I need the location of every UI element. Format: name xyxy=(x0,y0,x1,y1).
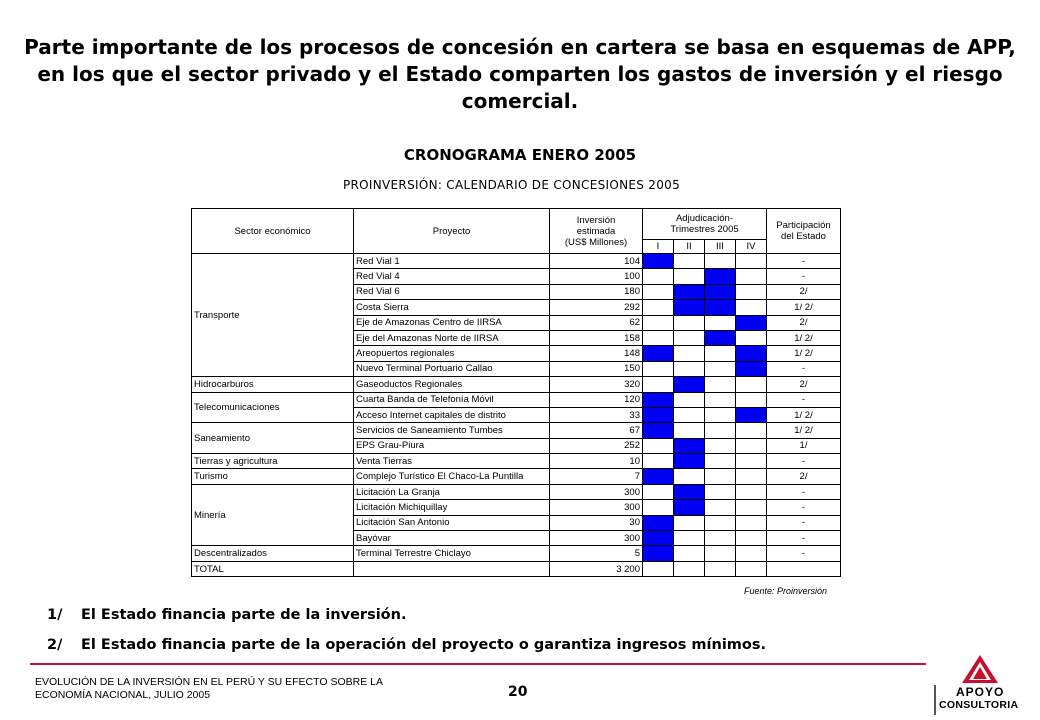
project-cell: Costa Sierra xyxy=(354,300,550,315)
investment-cell: 180 xyxy=(550,284,643,299)
sector-cell: Descentralizados xyxy=(192,546,354,561)
quarter-cell xyxy=(674,330,705,345)
quarter-cell xyxy=(736,284,767,299)
table-row xyxy=(192,469,841,484)
project-cell: Acceso Internet capitales de distrito xyxy=(354,407,550,422)
project-cell: Licitación San Antonio xyxy=(354,515,550,530)
investment-cell: 100 xyxy=(550,269,643,284)
quarter-cell xyxy=(705,284,736,299)
quarter-cell xyxy=(736,330,767,345)
footnotes xyxy=(47,600,766,660)
quarter-cell xyxy=(674,500,705,515)
sector-cell: Turismo xyxy=(192,469,354,484)
quarter-cell xyxy=(674,454,705,469)
quarter-cell xyxy=(674,392,705,407)
project-cell: Eje del Amazonas Norte de IIRSA xyxy=(354,330,550,345)
sector-cell: Telecomunicaciones xyxy=(192,392,354,423)
footer-report-line: EVOLUCIÓN DE LA INVERSIÓN EN EL PERÚ Y SU EFECTO SOBRE LA xyxy=(35,676,383,688)
quarter-cell xyxy=(674,561,705,576)
header-sector: Sector económico xyxy=(192,209,354,254)
quarter-cell xyxy=(705,407,736,422)
investment-cell: 300 xyxy=(550,531,643,546)
quarter-cell xyxy=(736,269,767,284)
sector-cell: Transporte xyxy=(192,254,354,377)
quarter-cell xyxy=(643,423,674,438)
header-quarter: III xyxy=(705,240,736,254)
header-participacion-line: del Estado xyxy=(781,231,826,242)
participation-cell: - xyxy=(767,546,841,561)
quarter-cell xyxy=(736,454,767,469)
participation-cell: 1/ 2/ xyxy=(767,330,841,345)
quarter-cell xyxy=(674,407,705,422)
project-cell: Bayóvar xyxy=(354,531,550,546)
investment-cell: 104 xyxy=(550,254,643,269)
sector-cell: Saneamiento xyxy=(192,423,354,454)
quarter-cell xyxy=(643,269,674,284)
table-row xyxy=(192,392,841,407)
page-title: Parte importante de los procesos de concesión en cartera se basa en esquemas de APP, en los que el sector privado y el Estado comparten los gastos de inversión y el riesgo comercial. xyxy=(24,35,1016,113)
investment-cell: 7 xyxy=(550,469,643,484)
investment-cell: 67 xyxy=(550,423,643,438)
participation-cell xyxy=(767,561,841,576)
project-cell: Red Vial 1 xyxy=(354,254,550,269)
concessions-table xyxy=(191,208,841,577)
project-cell: Areopuertos regionales xyxy=(354,346,550,361)
quarter-cell xyxy=(705,254,736,269)
participation-cell: - xyxy=(767,484,841,499)
quarter-cell xyxy=(705,423,736,438)
quarter-cell xyxy=(674,361,705,376)
project-cell: Eje de Amazonas Centro de IIRSA xyxy=(354,315,550,330)
quarter-cell xyxy=(643,361,674,376)
participation-cell: 2/ xyxy=(767,284,841,299)
quarter-cell xyxy=(705,469,736,484)
header-inversion-line: (US$ Millones) xyxy=(564,236,628,248)
quarter-cell xyxy=(643,484,674,499)
quarter-cell xyxy=(705,346,736,361)
footnote-text: El Estado financia parte de la operación del proyecto o garantiza ingresos mínimos. xyxy=(81,637,767,653)
header-quarter: I xyxy=(643,240,674,254)
header-proyecto: Proyecto xyxy=(354,209,550,254)
table-row xyxy=(192,484,841,499)
header-inversion-line: Inversión xyxy=(576,214,616,226)
quarter-cell xyxy=(705,438,736,453)
page-number: 20 xyxy=(508,684,528,700)
sector-cell: Hidrocarburos xyxy=(192,377,354,392)
header-inversion xyxy=(550,209,643,254)
table-row xyxy=(192,377,841,392)
quarter-cell xyxy=(643,469,674,484)
participation-cell: 2/ xyxy=(767,469,841,484)
quarter-cell xyxy=(705,515,736,530)
project-cell: Servicios de Saneamiento Tumbes xyxy=(354,423,550,438)
quarter-cell xyxy=(674,438,705,453)
investment-cell: 120 xyxy=(550,392,643,407)
quarter-cell xyxy=(736,407,767,422)
investment-cell: 62 xyxy=(550,315,643,330)
quarter-cell xyxy=(705,392,736,407)
header-inversion-line: estimada xyxy=(576,225,616,237)
footer-report-title xyxy=(35,676,383,702)
header-participacion-line: Participación xyxy=(776,220,831,231)
header-quarter: IV xyxy=(736,240,767,254)
quarter-cell xyxy=(643,315,674,330)
schedule-subtitle: CRONOGRAMA ENERO 2005 xyxy=(403,146,637,164)
investment-cell: 300 xyxy=(550,500,643,515)
investment-cell: 292 xyxy=(550,300,643,315)
project-cell: EPS Grau-Piura xyxy=(354,438,550,453)
quarter-cell xyxy=(643,284,674,299)
sector-cell: Minería xyxy=(192,484,354,546)
quarter-cell xyxy=(736,300,767,315)
quarter-cell xyxy=(643,377,674,392)
table-row xyxy=(192,454,841,469)
participation-cell: 1/ xyxy=(767,438,841,453)
quarter-cell xyxy=(674,254,705,269)
quarter-cell xyxy=(643,515,674,530)
apoyo-logo-mark-icon xyxy=(960,654,1000,684)
sector-cell: Tierras y agricultura xyxy=(192,454,354,469)
header-adjudicacion-line: Adjudicación- xyxy=(675,213,734,224)
participation-cell: - xyxy=(767,515,841,530)
investment-cell: 300 xyxy=(550,484,643,499)
project-cell: Red Vial 4 xyxy=(354,269,550,284)
quarter-cell xyxy=(736,315,767,330)
quarter-cell xyxy=(705,531,736,546)
quarter-cell xyxy=(643,254,674,269)
quarter-cell xyxy=(674,546,705,561)
quarter-cell xyxy=(643,407,674,422)
participation-cell: - xyxy=(767,500,841,515)
quarter-cell xyxy=(705,361,736,376)
header-quarter: II xyxy=(674,240,705,254)
quarter-cell xyxy=(705,454,736,469)
participation-cell: - xyxy=(767,454,841,469)
investment-cell: 33 xyxy=(550,407,643,422)
quarter-cell xyxy=(705,300,736,315)
participation-cell: 2/ xyxy=(767,377,841,392)
quarter-cell xyxy=(674,269,705,284)
participation-cell: 1/ 2/ xyxy=(767,407,841,422)
quarter-cell xyxy=(643,438,674,453)
quarter-cell xyxy=(736,546,767,561)
table-row xyxy=(192,546,841,561)
investment-cell: 158 xyxy=(550,330,643,345)
footer-divider xyxy=(30,663,926,665)
participation-cell: 1/ 2/ xyxy=(767,423,841,438)
table-title: PROINVERSIÓN: CALENDARIO DE CONCESIONES 2005 xyxy=(343,178,681,192)
quarter-cell xyxy=(705,484,736,499)
quarter-cell xyxy=(736,423,767,438)
footnote-text: El Estado financia parte de la inversión. xyxy=(81,607,407,623)
total-investment: 3 200 xyxy=(550,561,643,576)
quarter-cell xyxy=(705,315,736,330)
project-cell: Gaseoductos Regionales xyxy=(354,377,550,392)
participation-cell: 2/ xyxy=(767,315,841,330)
quarter-cell xyxy=(736,346,767,361)
quarter-cell xyxy=(643,561,674,576)
project-cell: Complejo Turístico El Chaco-La Puntilla xyxy=(354,469,550,484)
project-cell: Licitación La Granja xyxy=(354,484,550,499)
quarter-cell xyxy=(643,392,674,407)
investment-cell: 148 xyxy=(550,346,643,361)
logo-text: CONSULTORIA xyxy=(939,699,1019,711)
quarter-cell xyxy=(705,561,736,576)
quarter-cell xyxy=(705,500,736,515)
quarter-cell xyxy=(736,561,767,576)
footnote-number: 2/ xyxy=(47,637,63,653)
table-row xyxy=(192,423,841,438)
quarter-cell xyxy=(736,515,767,530)
project-cell: Nuevo Terminal Portuario Callao xyxy=(354,361,550,376)
quarter-cell xyxy=(736,500,767,515)
footnote xyxy=(47,600,766,630)
investment-cell: 150 xyxy=(550,361,643,376)
quarter-cell xyxy=(674,377,705,392)
quarter-cell xyxy=(705,269,736,284)
header-adjudicacion-line: Trimestres 2005 xyxy=(670,224,739,235)
quarter-cell xyxy=(674,346,705,361)
quarter-cell xyxy=(674,300,705,315)
quarter-cell xyxy=(736,392,767,407)
quarter-cell xyxy=(736,361,767,376)
table-row xyxy=(192,254,841,269)
project-cell: Venta Tierras xyxy=(354,454,550,469)
participation-cell: 1/ 2/ xyxy=(767,300,841,315)
footnote xyxy=(47,630,766,660)
quarter-cell xyxy=(674,469,705,484)
project-cell xyxy=(354,561,550,576)
quarter-cell xyxy=(736,484,767,499)
investment-cell: 10 xyxy=(550,454,643,469)
quarter-cell xyxy=(674,423,705,438)
total-row xyxy=(192,561,841,576)
quarter-cell xyxy=(643,300,674,315)
participation-cell: 1/ 2/ xyxy=(767,346,841,361)
quarter-cell xyxy=(643,454,674,469)
table-source: Fuente: Proinversión xyxy=(744,586,828,596)
investment-cell: 30 xyxy=(550,515,643,530)
header-adjudicacion xyxy=(643,209,767,240)
quarter-cell xyxy=(643,546,674,561)
quarter-cell xyxy=(643,531,674,546)
participation-cell: - xyxy=(767,269,841,284)
quarter-cell xyxy=(736,469,767,484)
project-cell: Licitación Michiquillay xyxy=(354,500,550,515)
quarter-cell xyxy=(736,377,767,392)
quarter-cell xyxy=(705,546,736,561)
participation-cell: - xyxy=(767,531,841,546)
quarter-cell xyxy=(736,254,767,269)
quarter-cell xyxy=(643,330,674,345)
participation-cell: - xyxy=(767,392,841,407)
footnote-number: 1/ xyxy=(47,607,63,623)
quarter-cell xyxy=(674,315,705,330)
project-cell: Red Vial 6 xyxy=(354,284,550,299)
header-participacion xyxy=(767,209,841,254)
total-label: TOTAL xyxy=(192,561,354,576)
quarter-cell xyxy=(705,330,736,345)
apoyo-logo xyxy=(934,654,1026,716)
investment-cell: 320 xyxy=(550,377,643,392)
project-cell: Cuarta Banda de Telefonía Móvil xyxy=(354,392,550,407)
investment-cell: 5 xyxy=(550,546,643,561)
quarter-cell xyxy=(674,531,705,546)
investment-cell: 252 xyxy=(550,438,643,453)
quarter-cell xyxy=(674,484,705,499)
quarter-cell xyxy=(736,438,767,453)
quarter-cell xyxy=(674,284,705,299)
logo-text: APOYO xyxy=(956,685,1005,699)
quarter-cell xyxy=(674,515,705,530)
quarter-cell xyxy=(736,531,767,546)
project-cell: Terminal Terrestre Chiclayo xyxy=(354,546,550,561)
quarter-cell xyxy=(643,346,674,361)
footer-report-line: ECONOMÍA NACIONAL, JULIO 2005 xyxy=(35,689,211,701)
quarter-cell xyxy=(643,500,674,515)
quarter-cell xyxy=(705,377,736,392)
logo-bar xyxy=(934,685,936,715)
participation-cell: - xyxy=(767,361,841,376)
participation-cell: - xyxy=(767,254,841,269)
